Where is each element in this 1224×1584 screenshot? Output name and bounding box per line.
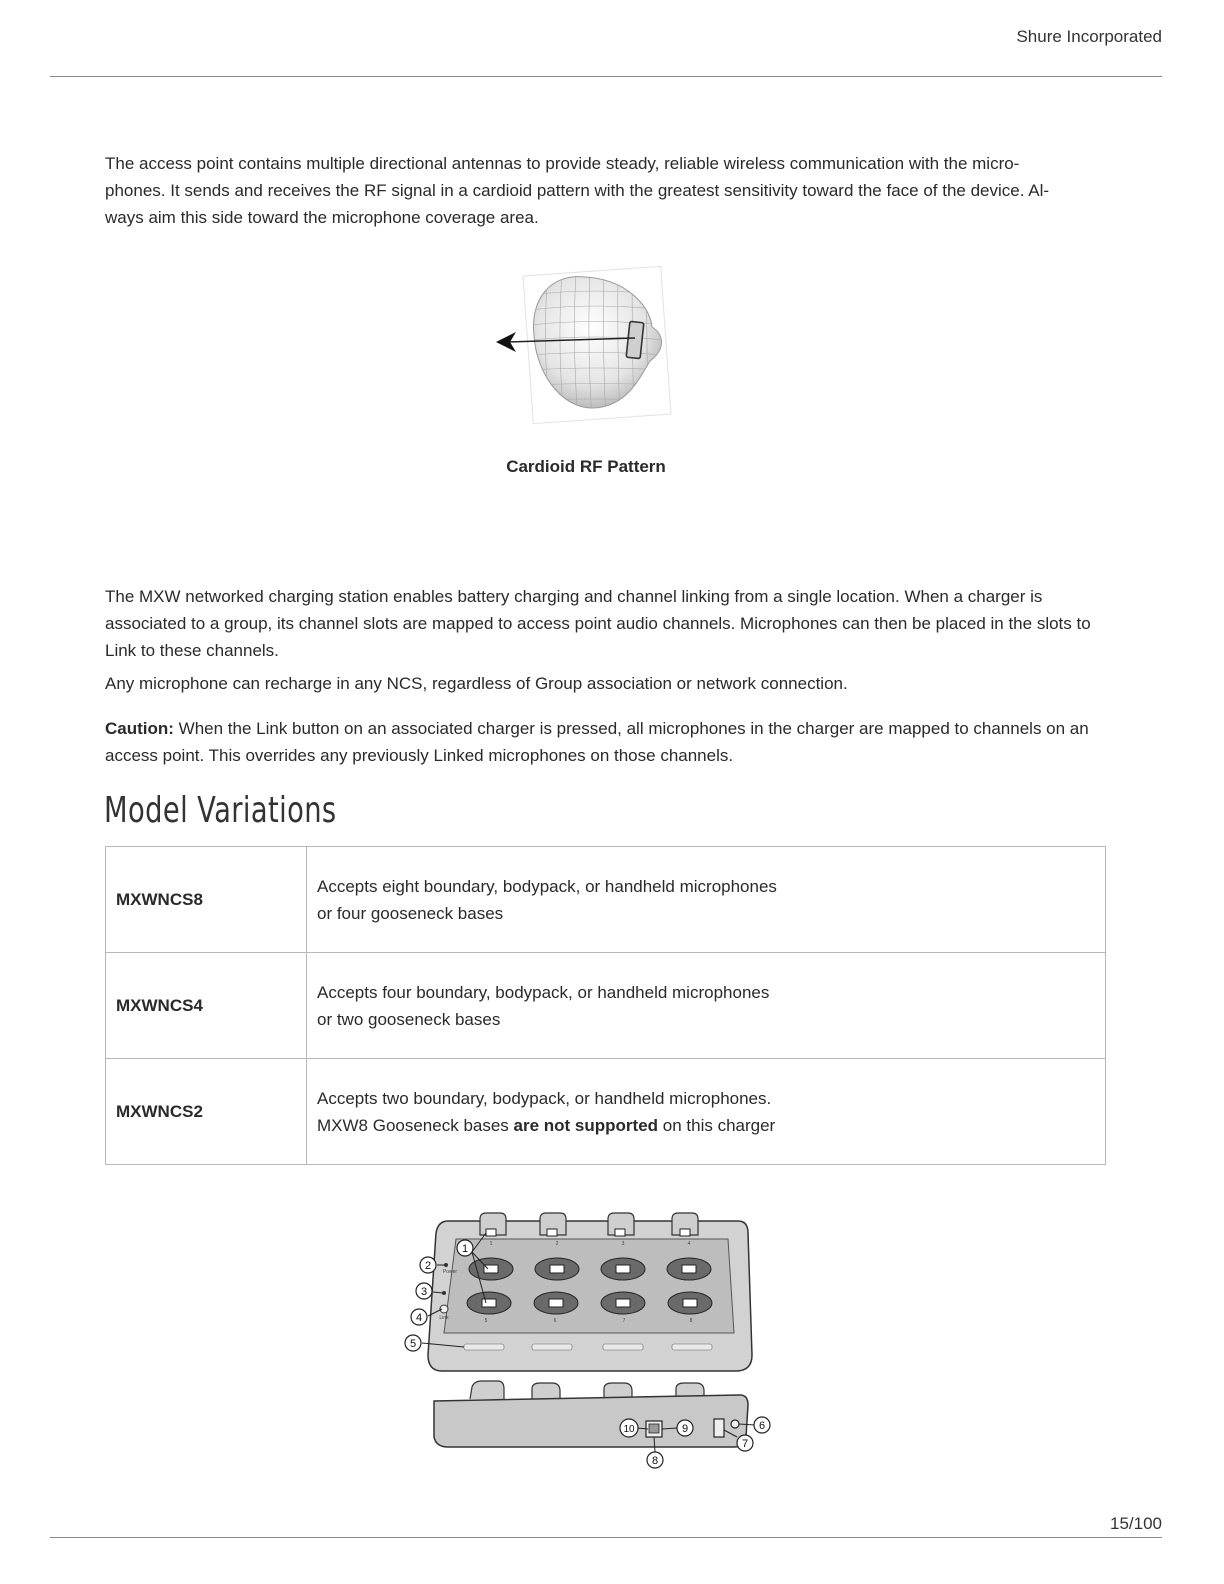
power-panel-label: Power (442, 1269, 458, 1275)
access-point-device (626, 321, 644, 358)
model-name-cell: MXWNCS8 (106, 847, 307, 953)
model-name-cell: MXWNCS2 (106, 1059, 307, 1165)
slot-number: 8 (689, 1318, 693, 1324)
charger-rear-view (434, 1381, 748, 1447)
slot-number: 5 (484, 1318, 488, 1324)
description-line: Accepts eight boundary, bodypack, or handheld microphones (317, 876, 777, 896)
link-panel-label: Link (439, 1315, 449, 1321)
ethernet-port-inner (649, 1424, 659, 1433)
model-description-cell (307, 1059, 1106, 1165)
page-number: 15/100 (1110, 1514, 1162, 1533)
slot-number: 7 (622, 1318, 626, 1324)
table-row (106, 1059, 1106, 1165)
recharge-paragraph: Any microphone can recharge in any NCS, regardless of Group association or network connection. (105, 674, 848, 693)
power-jack (731, 1420, 739, 1428)
callout-number: 6 (758, 1420, 766, 1432)
description-line: Accepts four boundary, bodypack, or handheld microphones (317, 982, 770, 1002)
model-description-cell (307, 847, 1106, 953)
slot-number: 1 (489, 1241, 493, 1247)
header-company: Shure Incorporated (1016, 27, 1162, 46)
caution-paragraph (105, 715, 1105, 769)
table-row (106, 847, 1106, 953)
table-row (106, 953, 1106, 1059)
description-line: Accepts two boundary, bodypack, or handheld microphones. (317, 1088, 772, 1108)
charging-station-figure (400, 1205, 780, 1475)
section-title: Model Variations (104, 790, 337, 831)
footer-rule (50, 1537, 1162, 1538)
ncs-paragraph: The MXW networked charging station enables battery charging and channel linking from a single location. When a charger is associated to a group, its channel slots are mapped to access point audio channels. Microphones can then be placed in the slots to Link to these channels. (105, 587, 1091, 660)
callout-number: 3 (420, 1286, 428, 1298)
callout-number: 8 (651, 1455, 659, 1467)
description-line-pre: MXW8 Gooseneck bases (317, 1115, 514, 1135)
intro-paragraph: The access point contains multiple directional antennas to provide steady, reliable wireless communication with the micro- phones. It sends and receives the RF signal in a cardioid pattern with the greatest sensitivity toward the face of the device. Al- ways aim this side toward the microphone coverage area. (105, 154, 1050, 227)
description-line-post: on this charger (658, 1115, 776, 1135)
description-line: or two gooseneck bases (317, 1009, 501, 1029)
description-line: or four gooseneck bases (317, 903, 504, 923)
model-variations-table (105, 846, 1106, 1165)
callout-number: 5 (409, 1338, 417, 1350)
model-description-cell (307, 953, 1106, 1059)
callout-number: 9 (681, 1423, 689, 1435)
cardioid-rf-pattern-figure (490, 265, 680, 425)
callout-number: 7 (741, 1438, 749, 1450)
header-rule (50, 76, 1162, 77)
caution-text: When the Link button on an associated charger is pressed, all microphones in the charger are mapped to channels on an access point. This overrides any previously Linked microphones on those channels. (105, 719, 1089, 765)
power-switch (714, 1419, 724, 1437)
slot-number: 2 (555, 1241, 559, 1247)
callout-number: 2 (424, 1260, 432, 1272)
slot-number: 4 (687, 1241, 691, 1247)
callout-number: 10 (623, 1424, 635, 1435)
slot-number: 3 (621, 1241, 625, 1247)
model-name-cell: MXWNCS4 (106, 953, 307, 1059)
caution-label: Caution: (105, 719, 174, 738)
figure-caption: Cardioid RF Pattern (506, 457, 666, 476)
rear-body (434, 1395, 748, 1447)
slot-number: 6 (553, 1318, 557, 1324)
callout-number: 4 (415, 1312, 423, 1324)
callout-number: 1 (461, 1243, 469, 1255)
not-supported-emphasis: are not supported (513, 1115, 659, 1135)
